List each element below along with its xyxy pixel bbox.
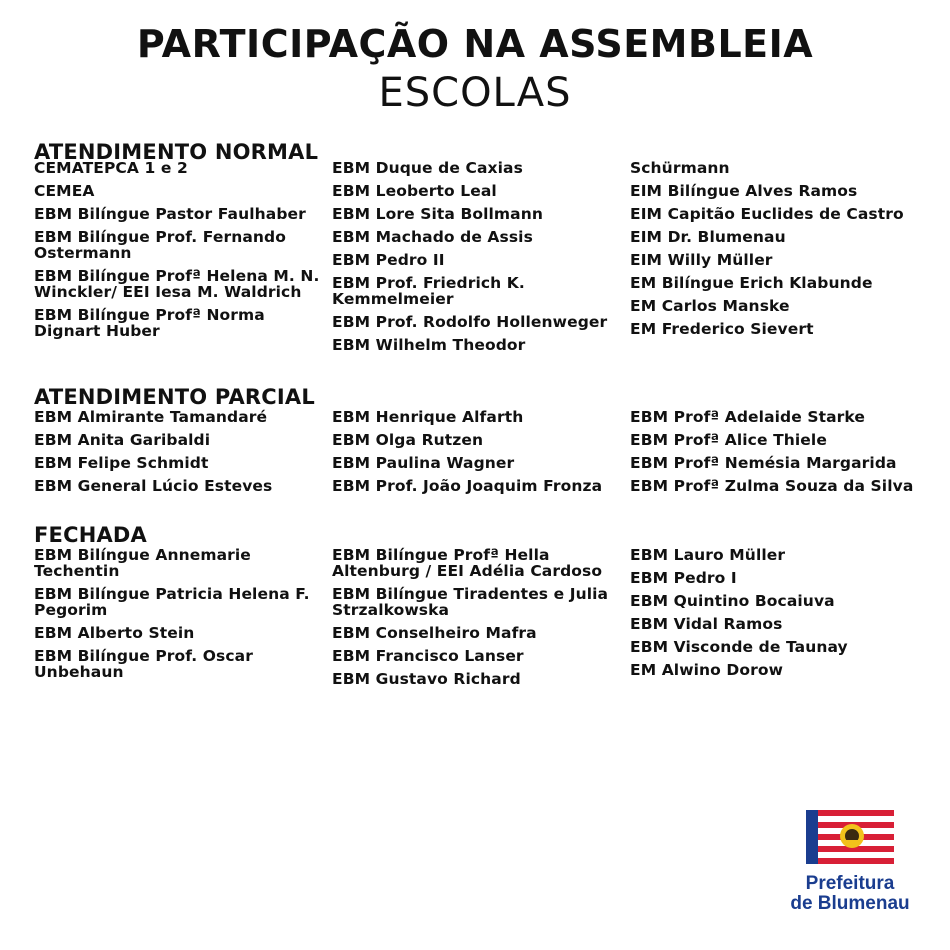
list-item: EBM Gustavo Richard	[332, 670, 521, 688]
list-item: EBM Quintino Bocaiuva	[630, 592, 835, 610]
list-item: EBM Bilíngue Annemarie Techentin	[34, 546, 251, 580]
column-3	[630, 547, 920, 685]
section-title: FECHADA	[34, 523, 148, 547]
list-item: EM Carlos Manske	[630, 297, 790, 315]
list-item: EBM Felipe Schmidt	[34, 454, 209, 472]
list-item: EBM Almirante Tamandaré	[34, 408, 268, 426]
column-3	[630, 409, 920, 501]
list-item: EBM Lauro Müller	[630, 546, 786, 564]
column-1	[34, 547, 324, 687]
list-item: EBM Bilíngue Prof. Oscar Unbehaun	[34, 647, 253, 681]
section-atendimento-parcial	[34, 385, 924, 495]
section-title: ATENDIMENTO PARCIAL	[34, 385, 315, 409]
list-item: EBM Leoberto Leal	[332, 182, 497, 200]
blumenau-flag-icon	[806, 810, 894, 864]
list-item: EBM General Lúcio Esteves	[34, 477, 273, 495]
column-2	[332, 160, 622, 360]
list-item: EBM Lore Sita Bollmann	[332, 205, 544, 223]
logo-line-1: Prefeitura	[805, 873, 895, 894]
list-item: EBM Bilíngue Profª Norma Dignart Huber	[34, 306, 265, 340]
list-item: EBM Prof. Rodolfo Hollenweger	[332, 313, 608, 331]
list-item: EIM Bilíngue Alves Ramos	[630, 182, 858, 200]
list-item: EBM Profª Adelaide Starke	[630, 408, 866, 426]
list-item: EBM Prof. Friedrich K. Kemmelmeier	[332, 274, 525, 308]
list-item: EBM Profª Alice Thiele	[630, 431, 827, 449]
logo-line-2: de Blumenau	[790, 893, 910, 914]
list-item: EBM Anita Garibaldi	[34, 431, 211, 449]
list-item: EM Frederico Sievert	[630, 320, 814, 338]
page-subtitle: ESCOLAS	[378, 70, 572, 116]
list-item: EBM Duque de Caxias	[332, 159, 523, 177]
list-item: EBM Conselheiro Mafra	[332, 624, 537, 642]
column-2	[332, 409, 622, 501]
list-item: EBM Bilíngue Profª Helena M. N. Winckler/ EEI Iesa M. Waldrich	[34, 267, 320, 301]
column-3	[630, 160, 920, 344]
list-item: EBM Pedro II	[332, 251, 445, 269]
list-item: EBM Wilhelm Theodor	[332, 336, 526, 354]
column-1	[34, 409, 324, 501]
section-fechada	[34, 523, 924, 688]
list-item: EBM Vidal Ramos	[630, 615, 783, 633]
list-item: EBM Paulina Wagner	[332, 454, 515, 472]
list-item: EBM Bilíngue Prof. Fernando Ostermann	[34, 228, 286, 262]
list-item: EM Alwino Dorow	[630, 661, 784, 679]
page-title: PARTICIPAÇÃO NA ASSEMBLEIA	[136, 22, 814, 66]
list-item: EBM Machado de Assis	[332, 228, 533, 246]
list-item: EBM Henrique Alfarth	[332, 408, 524, 426]
prefeitura-logo	[780, 810, 920, 920]
list-item: EBM Francisco Lanser	[332, 647, 524, 665]
list-item: EBM Bilíngue Pastor Faulhaber	[34, 205, 306, 223]
list-item: EBM Alberto Stein	[34, 624, 195, 642]
list-item: EBM Pedro I	[630, 569, 737, 587]
list-item: EBM Olga Rutzen	[332, 431, 484, 449]
list-item: EBM Visconde de Taunay	[630, 638, 848, 656]
list-item: EBM Prof. João Joaquim Fronza	[332, 477, 603, 495]
list-item: CEMATEPCA 1 e 2	[34, 159, 188, 177]
list-item: EBM Bilíngue Patricia Helena F. Pegorim	[34, 585, 310, 619]
list-item: Schürmann	[630, 159, 730, 177]
list-item: EBM Profª Zulma Souza da Silva	[630, 477, 914, 495]
section-atendimento-normal	[34, 140, 924, 354]
list-item: EIM Capitão Euclides de Castro	[630, 205, 904, 223]
column-1	[34, 160, 324, 346]
list-item: EBM Bilíngue Profª Hella Altenburg / EEI Adélia Cardoso	[332, 546, 603, 580]
list-item: EIM Willy Müller	[630, 251, 773, 269]
list-item: CEMEA	[34, 182, 95, 200]
list-item: EM Bilíngue Erich Klabunde	[630, 274, 873, 292]
section-title: ATENDIMENTO NORMAL	[34, 140, 319, 164]
list-item: EBM Profª Nemésia Margarida	[630, 454, 897, 472]
list-item: EBM Bilíngue Tiradentes e Julia Strzalkowska	[332, 585, 609, 619]
list-item: EIM Dr. Blumenau	[630, 228, 786, 246]
column-2	[332, 547, 622, 694]
